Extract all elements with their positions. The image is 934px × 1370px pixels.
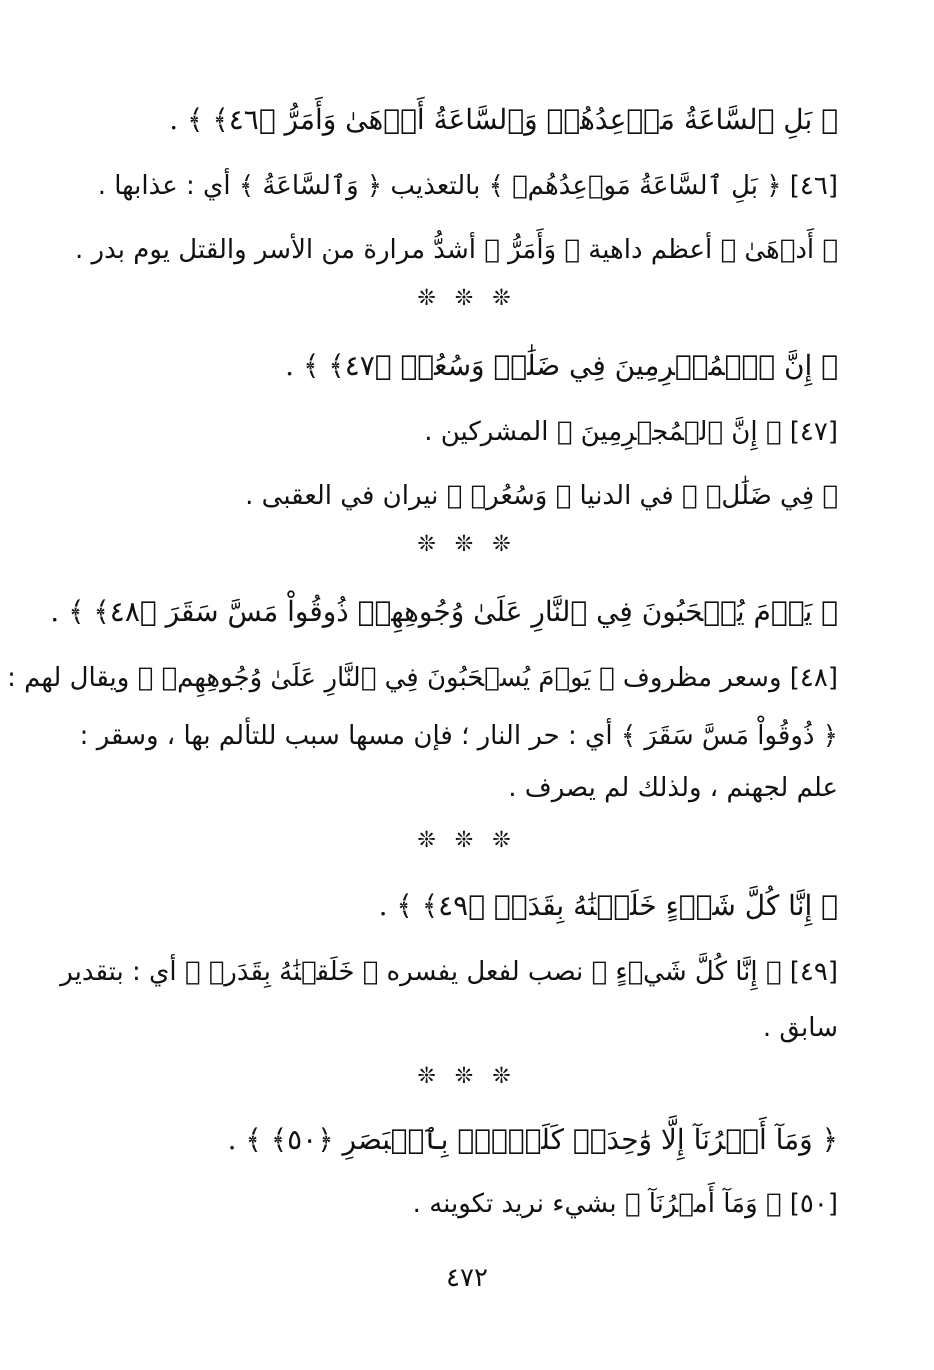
section-separator: ❊ ❊ ❊ [417,286,517,311]
commentary-49-line-1: [٤٩] ﴿ إِنَّا كُلَّ شَيۡءٍ ﴾ نصب لفعل يفسره ﴿ خَلَقۡنَٰهُ بِقَدَرٖ ﴾ أي : بتقدير [60,957,838,987]
verse-48: ﴿ يَوۡمَ يُسۡحَبُونَ فِي ٱلنَّارِ عَلَىٰ وُجُوهِهِمۡ ذُوقُواْ مَسَّ سَقَرَ ﴿٤٨﴾ ﴾ . [50,595,838,628]
commentary-48-line-3: علم لجهنم ، ولذلك لم يصرف . [508,773,838,803]
section-separator: ❊ ❊ ❊ [417,1064,517,1089]
commentary-48-line-2: ﴿ ذُوقُواْ مَسَّ سَقَرَ ﴾ أي : حر النار ؛ فإن مسها سبب للتألم بها ، وسقر : [79,721,838,751]
commentary-47-line-1: [٤٧] ﴿ إِنَّ ٱلۡمُجۡرِمِينَ ﴾ المشركين . [424,417,838,447]
section-separator: ❊ ❊ ❊ [417,532,517,557]
verse-49: ﴿ إِنَّا كُلَّ شَيۡءٍ خَلَقۡنَٰهُ بِقَدَرٖ ﴿٤٩﴾ ﴾ . [378,889,838,922]
verse-50: ﴿ وَمَآ أَمۡرُنَآ إِلَّا وَٰحِدَةٞ كَلَمۡحِۭ بِٱلۡبَصَرِ ﴿٥٠﴾ ﴾ . [227,1123,838,1156]
commentary-47-line-2: ﴿ فِي ضَلَٰلٖ ﴾ في الدنيا ﴿ وَسُعُرٖ ﴾ نيران في العقبى . [245,481,838,511]
page-number: ٤٧٢ [446,1263,488,1293]
commentary-46-line-1: [٤٦] ﴿ بَلِ ٱلسَّاعَةُ مَوۡعِدُهُمۡ ﴾ بالتعذيب ﴿ وَٱلسَّاعَةُ ﴾ أي : عذابها . [97,171,838,201]
commentary-50-line-1: [٥٠] ﴿ وَمَآ أَمۡرُنَآ ﴾ بشيء نريد تكوينه . [412,1189,838,1219]
verse-46: ﴿ بَلِ ٱلسَّاعَةُ مَوۡعِدُهُمۡ وَٱلسَّاعَةُ أَدۡهَىٰ وَأَمَرُّ ﴿٤٦﴾ ﴾ . [169,103,838,136]
verse-47: ﴿ إِنَّ ٱلۡمُجۡرِمِينَ فِي ضَلَٰلٖ وَسُعُرٖ ﴿٤٧﴾ ﴾ . [285,349,838,382]
commentary-48-line-1: [٤٨] وسعر مظروف ﴿ يَوۡمَ يُسۡحَبُونَ فِي ٱلنَّارِ عَلَىٰ وُجُوهِهِمۡ ﴾ ويقال لهم : [7,663,838,693]
commentary-46-line-2: ﴿ أَدۡهَىٰ ﴾ أعظم داهية ﴿ وَأَمَرُّ ﴾ أشدُّ مرارة من الأسر والقتل يوم بدر . [75,235,838,265]
section-separator: ❊ ❊ ❊ [417,828,517,853]
commentary-49-line-2: سابق . [762,1013,838,1043]
